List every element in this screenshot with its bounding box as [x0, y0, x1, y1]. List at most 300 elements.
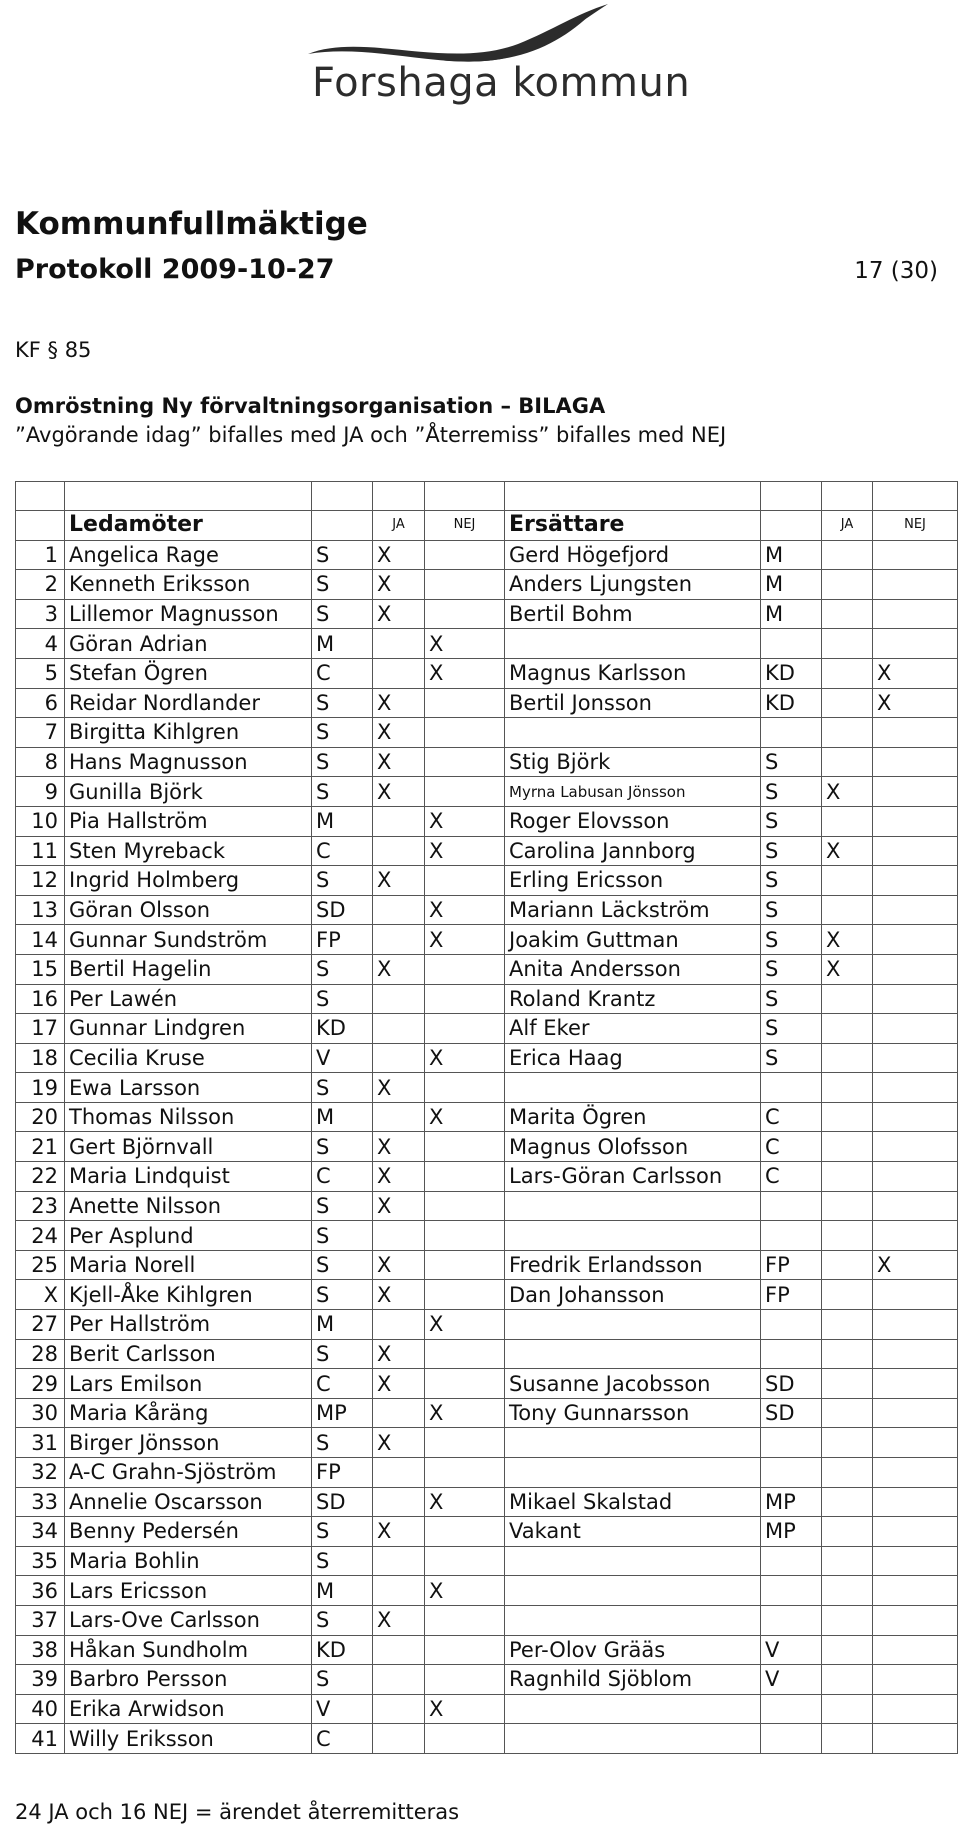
substitute-ja [822, 806, 873, 836]
table-row [16, 718, 958, 748]
member-ja [373, 1221, 425, 1251]
member-ja [373, 1546, 425, 1576]
substitute-name [505, 1339, 761, 1369]
substitute-party: KD [761, 688, 822, 718]
member-name: Birger Jönsson [65, 1428, 312, 1458]
table-row [16, 954, 958, 984]
member-party: C [312, 1724, 373, 1754]
member-ja [373, 895, 425, 925]
substitute-nej [873, 1517, 958, 1547]
substitute-nej [873, 629, 958, 659]
substitute-nej: X [873, 688, 958, 718]
table-row [16, 1576, 958, 1606]
member-ja: X [373, 1162, 425, 1192]
member-name: Stefan Ögren [65, 658, 312, 688]
substitute-name: Erica Haag [505, 1043, 761, 1073]
row-number: 40 [16, 1694, 65, 1724]
member-nej [425, 1605, 505, 1635]
member-ja [373, 1487, 425, 1517]
member-nej [425, 1221, 505, 1251]
member-name: Sten Myreback [65, 836, 312, 866]
member-party: S [312, 1280, 373, 1310]
member-nej [425, 1546, 505, 1576]
member-party: S [312, 777, 373, 807]
member-name: Lars Emilson [65, 1369, 312, 1399]
substitute-name: Anita Andersson [505, 954, 761, 984]
substitute-nej [873, 1132, 958, 1162]
member-party: S [312, 1428, 373, 1458]
vote-summary: 24 JA och 16 NEJ = ärendet återremitteras [15, 1800, 460, 1824]
table-row [16, 1398, 958, 1428]
member-party: SD [312, 1487, 373, 1517]
substitute-nej [873, 1605, 958, 1635]
substitute-ja [822, 1191, 873, 1221]
substitute-name: Carolina Jannborg [505, 836, 761, 866]
substitute-nej [873, 895, 958, 925]
row-number: 27 [16, 1310, 65, 1340]
member-nej: X [425, 1576, 505, 1606]
member-party: S [312, 1250, 373, 1280]
member-ja [373, 1576, 425, 1606]
substitute-ja [822, 599, 873, 629]
member-name: Erika Arwidson [65, 1694, 312, 1724]
member-nej: X [425, 1102, 505, 1132]
member-ja [373, 836, 425, 866]
member-ja: X [373, 747, 425, 777]
member-nej [425, 540, 505, 570]
row-number: 20 [16, 1102, 65, 1132]
substitute-nej [873, 1191, 958, 1221]
substitute-ja [822, 1073, 873, 1103]
table-row [16, 688, 958, 718]
member-ja [373, 1665, 425, 1695]
member-nej [425, 1724, 505, 1754]
substitute-party: S [761, 1014, 822, 1044]
substitute-ja [822, 658, 873, 688]
member-nej [425, 1073, 505, 1103]
substitute-name: Magnus Olofsson [505, 1132, 761, 1162]
member-party: S [312, 747, 373, 777]
member-nej: X [425, 1398, 505, 1428]
member-party: S [312, 1221, 373, 1251]
substitute-ja [822, 1605, 873, 1635]
substitute-name: Ragnhild Sjöblom [505, 1665, 761, 1695]
substitute-ja [822, 1132, 873, 1162]
member-nej: X [425, 1487, 505, 1517]
member-nej [425, 1191, 505, 1221]
substitute-name: Marita Ögren [505, 1102, 761, 1132]
member-party: M [312, 1576, 373, 1606]
substitute-ja [822, 1102, 873, 1132]
substitute-party [761, 1073, 822, 1103]
table-row [16, 747, 958, 777]
substitute-name: Vakant [505, 1517, 761, 1547]
substitute-nej [873, 1694, 958, 1724]
substitute-party: S [761, 1043, 822, 1073]
substitute-party: M [761, 540, 822, 570]
table-row [16, 777, 958, 807]
row-number: 12 [16, 866, 65, 896]
substitute-name: Bertil Jonsson [505, 688, 761, 718]
substitute-ja [822, 1339, 873, 1369]
member-ja: X [373, 1369, 425, 1399]
member-nej [425, 1280, 505, 1310]
member-name: Per Asplund [65, 1221, 312, 1251]
substitute-party: S [761, 806, 822, 836]
substitute-ja [822, 1221, 873, 1251]
row-number: 2 [16, 570, 65, 600]
substitute-name [505, 1694, 761, 1724]
substitute-name: Roger Elovsson [505, 806, 761, 836]
substitute-name: Fredrik Erlandsson [505, 1250, 761, 1280]
substitute-party: M [761, 570, 822, 600]
table-row [16, 1487, 958, 1517]
table-row [16, 658, 958, 688]
substitute-name [505, 1310, 761, 1340]
table-row [16, 599, 958, 629]
member-ja: X [373, 718, 425, 748]
member-name: Håkan Sundholm [65, 1635, 312, 1665]
substitute-ja [822, 866, 873, 896]
table-row [16, 1517, 958, 1547]
member-name: Lars-Ove Carlsson [65, 1605, 312, 1635]
member-party: V [312, 1694, 373, 1724]
member-nej [425, 1428, 505, 1458]
member-name: Maria Bohlin [65, 1546, 312, 1576]
substitute-nej: X [873, 658, 958, 688]
member-name: Ewa Larsson [65, 1073, 312, 1103]
member-party: FP [312, 925, 373, 955]
member-party: S [312, 1073, 373, 1103]
substitute-name: Myrna Labusan Jönsson [505, 777, 761, 807]
member-party: KD [312, 1014, 373, 1044]
member-nej [425, 1635, 505, 1665]
member-ja [373, 1043, 425, 1073]
member-name: Ingrid Holmberg [65, 866, 312, 896]
table-row [16, 1191, 958, 1221]
member-nej [425, 954, 505, 984]
row-number: 8 [16, 747, 65, 777]
member-party: S [312, 954, 373, 984]
table-row [16, 1102, 958, 1132]
substitute-nej [873, 1014, 958, 1044]
substitute-name [505, 1458, 761, 1488]
substitute-nej [873, 1487, 958, 1517]
row-number: 31 [16, 1428, 65, 1458]
substitute-name: Mikael Skalstad [505, 1487, 761, 1517]
vote-note: ”Avgörande idag” bifalles med JA och ”Återremiss” bifalles med NEJ [15, 423, 727, 447]
member-name: Benny Pedersén [65, 1517, 312, 1547]
substitute-name: Lars-Göran Carlsson [505, 1162, 761, 1192]
member-nej: X [425, 806, 505, 836]
member-ja: X [373, 1073, 425, 1103]
member-ja [373, 658, 425, 688]
member-ja: X [373, 1132, 425, 1162]
member-name: Per Lawén [65, 984, 312, 1014]
table-row [16, 1458, 958, 1488]
substitute-nej [873, 836, 958, 866]
table-row [16, 1221, 958, 1251]
row-number: 10 [16, 806, 65, 836]
substitute-party: V [761, 1635, 822, 1665]
paragraph-number: KF § 85 [15, 338, 92, 362]
substitute-nej: X [873, 1250, 958, 1280]
member-nej [425, 1458, 505, 1488]
substitute-name: Mariann Läckström [505, 895, 761, 925]
document-title: Kommunfullmäktige [15, 206, 368, 242]
table-row [16, 806, 958, 836]
member-party: C [312, 836, 373, 866]
substitute-name: Roland Krantz [505, 984, 761, 1014]
substitute-party: C [761, 1102, 822, 1132]
substitute-ja [822, 1250, 873, 1280]
member-nej [425, 599, 505, 629]
row-number: 22 [16, 1162, 65, 1192]
member-party: C [312, 658, 373, 688]
member-nej: X [425, 1694, 505, 1724]
table-row [16, 1280, 958, 1310]
substitute-name [505, 1724, 761, 1754]
substitute-party: C [761, 1162, 822, 1192]
header-members: Ledamöter [65, 511, 312, 541]
member-ja: X [373, 1191, 425, 1221]
substitute-nej [873, 866, 958, 896]
row-number: 23 [16, 1191, 65, 1221]
table-row [16, 570, 958, 600]
row-number: 4 [16, 629, 65, 659]
member-party: S [312, 599, 373, 629]
member-ja [373, 1458, 425, 1488]
substitute-ja [822, 688, 873, 718]
member-party: S [312, 718, 373, 748]
member-party: S [312, 1517, 373, 1547]
substitute-party [761, 1546, 822, 1576]
table-row [16, 1162, 958, 1192]
row-number: 37 [16, 1605, 65, 1635]
member-name: Cecilia Kruse [65, 1043, 312, 1073]
substitute-ja [822, 1517, 873, 1547]
substitute-nej [873, 984, 958, 1014]
member-name: Willy Eriksson [65, 1724, 312, 1754]
substitute-name [505, 1605, 761, 1635]
table-row [16, 540, 958, 570]
member-name: Anette Nilsson [65, 1191, 312, 1221]
substitute-party: SD [761, 1369, 822, 1399]
substitute-nej [873, 925, 958, 955]
row-number: 9 [16, 777, 65, 807]
member-party: S [312, 866, 373, 896]
substitute-party [761, 1191, 822, 1221]
substitute-party: S [761, 866, 822, 896]
table-row [16, 1310, 958, 1340]
table-row [16, 629, 958, 659]
row-number: 11 [16, 836, 65, 866]
header-ja-substitutes: JA [822, 511, 873, 541]
member-name: Gunnar Lindgren [65, 1014, 312, 1044]
substitute-ja [822, 1458, 873, 1488]
member-nej: X [425, 925, 505, 955]
substitute-party [761, 1724, 822, 1754]
substitute-ja [822, 1546, 873, 1576]
substitute-party [761, 1605, 822, 1635]
substitute-nej [873, 1665, 958, 1695]
logo-text: Forshaga kommun [312, 60, 691, 106]
row-number: 39 [16, 1665, 65, 1695]
substitute-party [761, 1694, 822, 1724]
table-row [16, 895, 958, 925]
member-nej: X [425, 1310, 505, 1340]
member-nej [425, 1250, 505, 1280]
substitute-party: S [761, 954, 822, 984]
member-party: MP [312, 1398, 373, 1428]
substitute-name: Erling Ericsson [505, 866, 761, 896]
member-party: M [312, 629, 373, 659]
row-number: 32 [16, 1458, 65, 1488]
row-number: 18 [16, 1043, 65, 1073]
substitute-ja [822, 1310, 873, 1340]
table-header-row [16, 511, 958, 541]
substitute-name: Stig Björk [505, 747, 761, 777]
row-number: 19 [16, 1073, 65, 1103]
substitute-ja [822, 1576, 873, 1606]
substitute-nej [873, 954, 958, 984]
member-party: M [312, 806, 373, 836]
substitute-party [761, 629, 822, 659]
substitute-name: Anders Ljungsten [505, 570, 761, 600]
substitute-name: Susanne Jacobsson [505, 1369, 761, 1399]
substitute-name [505, 1428, 761, 1458]
substitute-name [505, 1546, 761, 1576]
substitute-party: M [761, 599, 822, 629]
substitute-party: SD [761, 1398, 822, 1428]
member-nej: X [425, 895, 505, 925]
substitute-nej [873, 1221, 958, 1251]
member-name: Lars Ericsson [65, 1576, 312, 1606]
member-nej: X [425, 1043, 505, 1073]
member-nej [425, 688, 505, 718]
member-nej [425, 1132, 505, 1162]
member-nej [425, 747, 505, 777]
row-number: 34 [16, 1517, 65, 1547]
substitute-nej [873, 747, 958, 777]
header-nej: NEJ [425, 511, 505, 541]
member-name: Angelica Rage [65, 540, 312, 570]
substitute-ja [822, 1428, 873, 1458]
member-nej: X [425, 629, 505, 659]
member-ja [373, 1102, 425, 1132]
member-ja: X [373, 570, 425, 600]
substitute-party [761, 1458, 822, 1488]
substitute-nej [873, 1635, 958, 1665]
member-party: S [312, 540, 373, 570]
header-nej-substitutes: NEJ [873, 511, 958, 541]
table-row [16, 836, 958, 866]
member-name: Gunilla Björk [65, 777, 312, 807]
table-row [16, 1369, 958, 1399]
member-ja [373, 629, 425, 659]
substitute-ja [822, 540, 873, 570]
substitute-name [505, 718, 761, 748]
member-ja: X [373, 688, 425, 718]
header-ja: JA [373, 511, 425, 541]
substitute-nej [873, 1369, 958, 1399]
member-name: Lillemor Magnusson [65, 599, 312, 629]
table-row [16, 1250, 958, 1280]
row-number: 30 [16, 1398, 65, 1428]
row-number: 16 [16, 984, 65, 1014]
table-row [16, 1073, 958, 1103]
member-name: Barbro Persson [65, 1665, 312, 1695]
substitute-party: S [761, 747, 822, 777]
substitute-ja [822, 1724, 873, 1754]
table-row [16, 1132, 958, 1162]
substitute-nej [873, 599, 958, 629]
member-ja: X [373, 1605, 425, 1635]
substitute-ja [822, 1398, 873, 1428]
substitute-party: C [761, 1132, 822, 1162]
substitute-nej [873, 1339, 958, 1369]
member-ja [373, 1635, 425, 1665]
substitute-name [505, 1576, 761, 1606]
row-number: 24 [16, 1221, 65, 1251]
member-name: Reidar Nordlander [65, 688, 312, 718]
substitute-party [761, 1310, 822, 1340]
member-ja: X [373, 1250, 425, 1280]
row-number: 29 [16, 1369, 65, 1399]
row-number: 6 [16, 688, 65, 718]
substitute-nej [873, 1102, 958, 1132]
member-nej [425, 570, 505, 600]
page-number: 17 (30) [854, 258, 938, 284]
row-number: 15 [16, 954, 65, 984]
header-substitutes: Ersättare [505, 511, 761, 541]
member-nej: X [425, 658, 505, 688]
row-number: 33 [16, 1487, 65, 1517]
member-ja: X [373, 1280, 425, 1310]
substitute-name [505, 1073, 761, 1103]
member-name: Gert Björnvall [65, 1132, 312, 1162]
member-ja [373, 1014, 425, 1044]
municipality-logo [308, 0, 691, 120]
row-number: X [16, 1280, 65, 1310]
table-row [16, 1694, 958, 1724]
substitute-name: Bertil Bohm [505, 599, 761, 629]
substitute-party: V [761, 1665, 822, 1695]
substitute-party: FP [761, 1280, 822, 1310]
row-number: 41 [16, 1724, 65, 1754]
substitute-ja [822, 895, 873, 925]
table-row [16, 1428, 958, 1458]
member-ja [373, 1398, 425, 1428]
member-nej [425, 1369, 505, 1399]
substitute-ja [822, 1487, 873, 1517]
member-name: A-C Grahn-Sjöström [65, 1458, 312, 1488]
member-party: S [312, 1605, 373, 1635]
substitute-ja [822, 984, 873, 1014]
substitute-nej [873, 1458, 958, 1488]
substitute-nej [873, 806, 958, 836]
row-number: 1 [16, 540, 65, 570]
member-ja: X [373, 599, 425, 629]
member-name: Pia Hallström [65, 806, 312, 836]
substitute-party: S [761, 895, 822, 925]
substitute-nej [873, 540, 958, 570]
substitute-nej [873, 718, 958, 748]
member-name: Berit Carlsson [65, 1339, 312, 1369]
member-ja [373, 806, 425, 836]
substitute-nej [873, 570, 958, 600]
member-ja [373, 1724, 425, 1754]
